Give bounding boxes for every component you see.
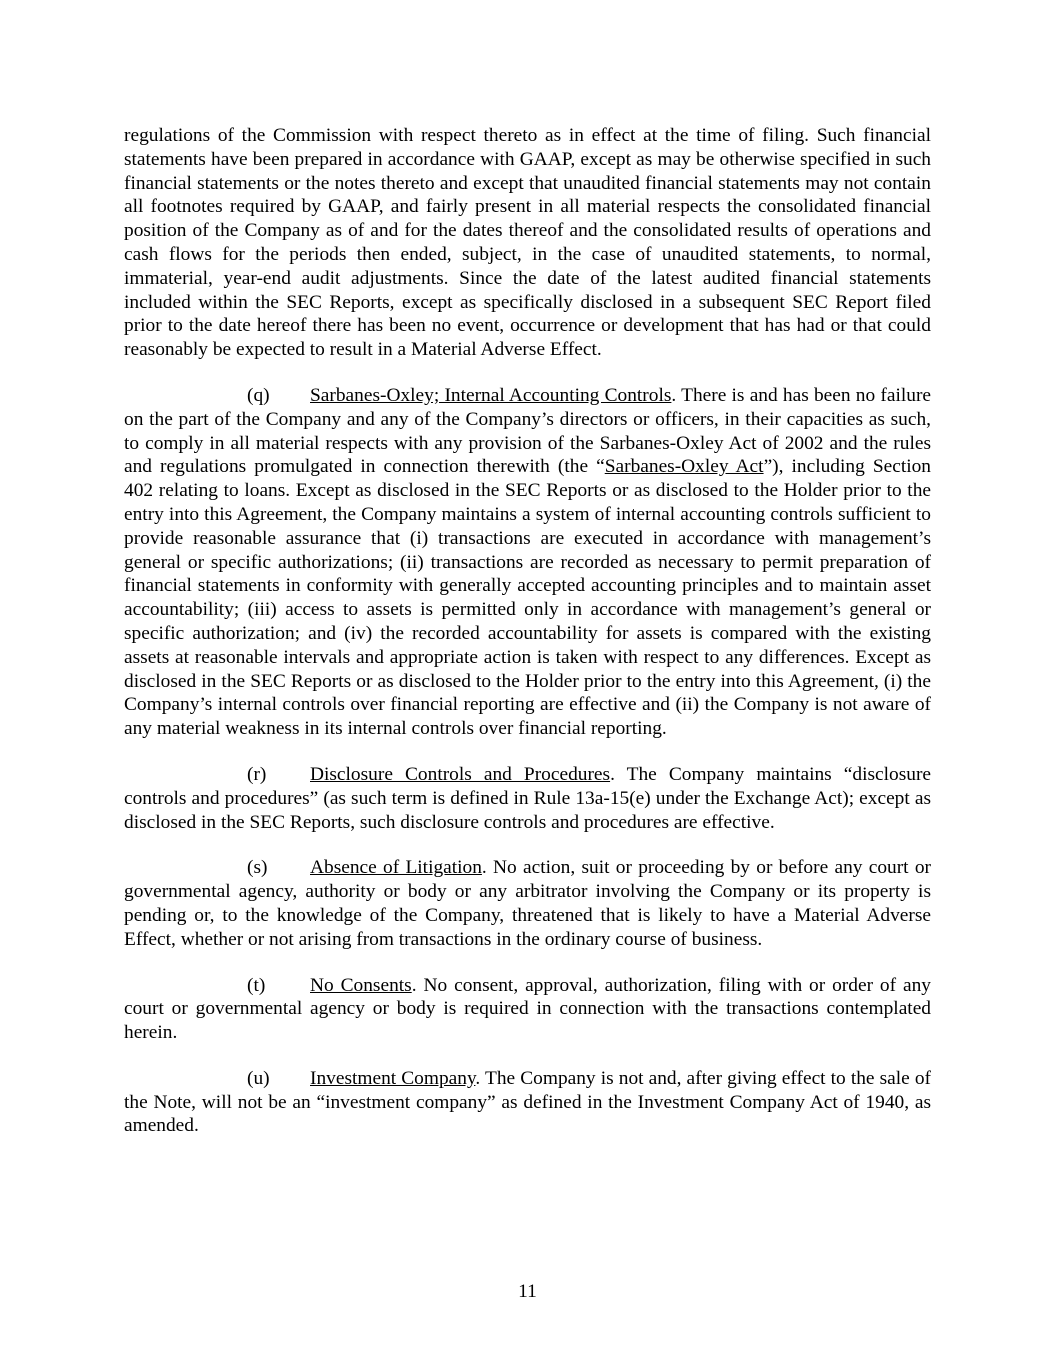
page-number: 11	[518, 1281, 537, 1302]
intro-paragraph	[124, 124, 931, 362]
section-t-heading: No Consents	[310, 974, 412, 996]
section-s-paragraph	[124, 856, 931, 951]
section-u-paragraph	[124, 1067, 931, 1138]
section-r-paragraph	[124, 763, 931, 834]
section-u-heading: Investment Company	[310, 1067, 476, 1089]
section-s-label: (s)	[247, 857, 268, 879]
intro-text: regulations of the Commission with respect thereto as in effect at the time of filing. Such financial statements have been prepared in accordance with GAAP, except as may be otherwise specified in such financial statements or the notes thereto and except that unaudited financial statements may not contain all footnotes required by GAAP, and fairly present in all material respects the consolidated financial position of the Company as of and for the dates thereof and the consolidated results of operations and cash flows for the periods then ended, subject, in the case of unaudited statements, to normal, immaterial, year-end audit adjustments. Since the date of the latest audited financial statements included within the SEC Reports, except as specifically disclosed in a subsequent SEC Report filed prior to the date hereof there has been no event, occurrence or development that has had or that could reasonably be expected to result in a Material Adverse Effect.	[124, 125, 931, 361]
section-t-text: . No consent, approval, authorization, filing with or order of any court or governmental agency or body is required in connection with the transactions contemplated herein.	[124, 974, 931, 1044]
section-q-paragraph	[124, 384, 931, 741]
section-q-heading: Sarbanes-Oxley; Internal Accounting Controls	[310, 384, 672, 406]
section-s-heading: Absence of Litigation	[310, 857, 482, 879]
section-r-heading: Disclosure Controls and Procedures	[310, 763, 611, 785]
section-t-paragraph	[124, 974, 931, 1045]
section-u-text: . The Company is not and, after giving effect to the sale of the Note, will not be an “investment company” as defined in the Investment Company Act of 1940, as amended.	[124, 1067, 931, 1137]
section-q-text-b: ”), including Section 402 relating to loans. Except as disclosed in the SEC Reports or as disclosed to the Holder prior to the entry into this Agreement, the Company maintains a system of internal accounting controls sufficient to provide reasonable assurance that (i) transactions are executed in accordance with management’s general or specific authorizations; (ii) transactions are recorded as necessary to permit preparation of financial statements in conformity with generally accepted accounting principles and to maintain asset accountability; (iii) access to assets is permitted only in accordance with management’s general or specific authorization; and (iv) the recorded accountability for assets is compared with the existing assets at reasonable intervals and appropriate action is taken with respect to any differences. Except as disclosed in the SEC Reports or as disclosed to the Holder prior to the entry into this Agreement, (i) the Company’s internal controls over financial reporting are effective and (ii) the Company is not aware of any material weakness in its internal controls over financial reporting.	[124, 456, 932, 740]
section-q-text-a: . There is and has been no failure on the part of the Company and any of the Company’s directors or officers, in their capacities as such, to comply in all material respects with any provision of the Sarbanes-Oxley Act of 2002 and the rules and regulations promulgated in connection therewith (the “	[124, 384, 932, 478]
section-s-text: . No action, suit or proceeding by or before any court or governmental agency, authority or body or any arbitrator involving the Company or its property is pending or, to the knowledge of the Company, threatened that is likely to have a Material Adverse Effect, whether or not arising from transactions in the ordinary course of business.	[124, 857, 931, 950]
section-t-label: (t)	[247, 974, 266, 996]
section-r-label: (r)	[247, 763, 267, 785]
section-q-label: (q)	[247, 384, 270, 406]
section-u-label: (u)	[247, 1067, 270, 1089]
section-q-defined-term: Sarbanes-Oxley Act	[604, 456, 764, 478]
document-body	[124, 124, 931, 1160]
section-r-text: . The Company maintains “disclosure controls and procedures” (as such term is defined in Rule 13a-15(e) under the Exchange Act); except as disclosed in the SEC Reports, such disclosure controls and procedures are effective.	[124, 763, 932, 833]
